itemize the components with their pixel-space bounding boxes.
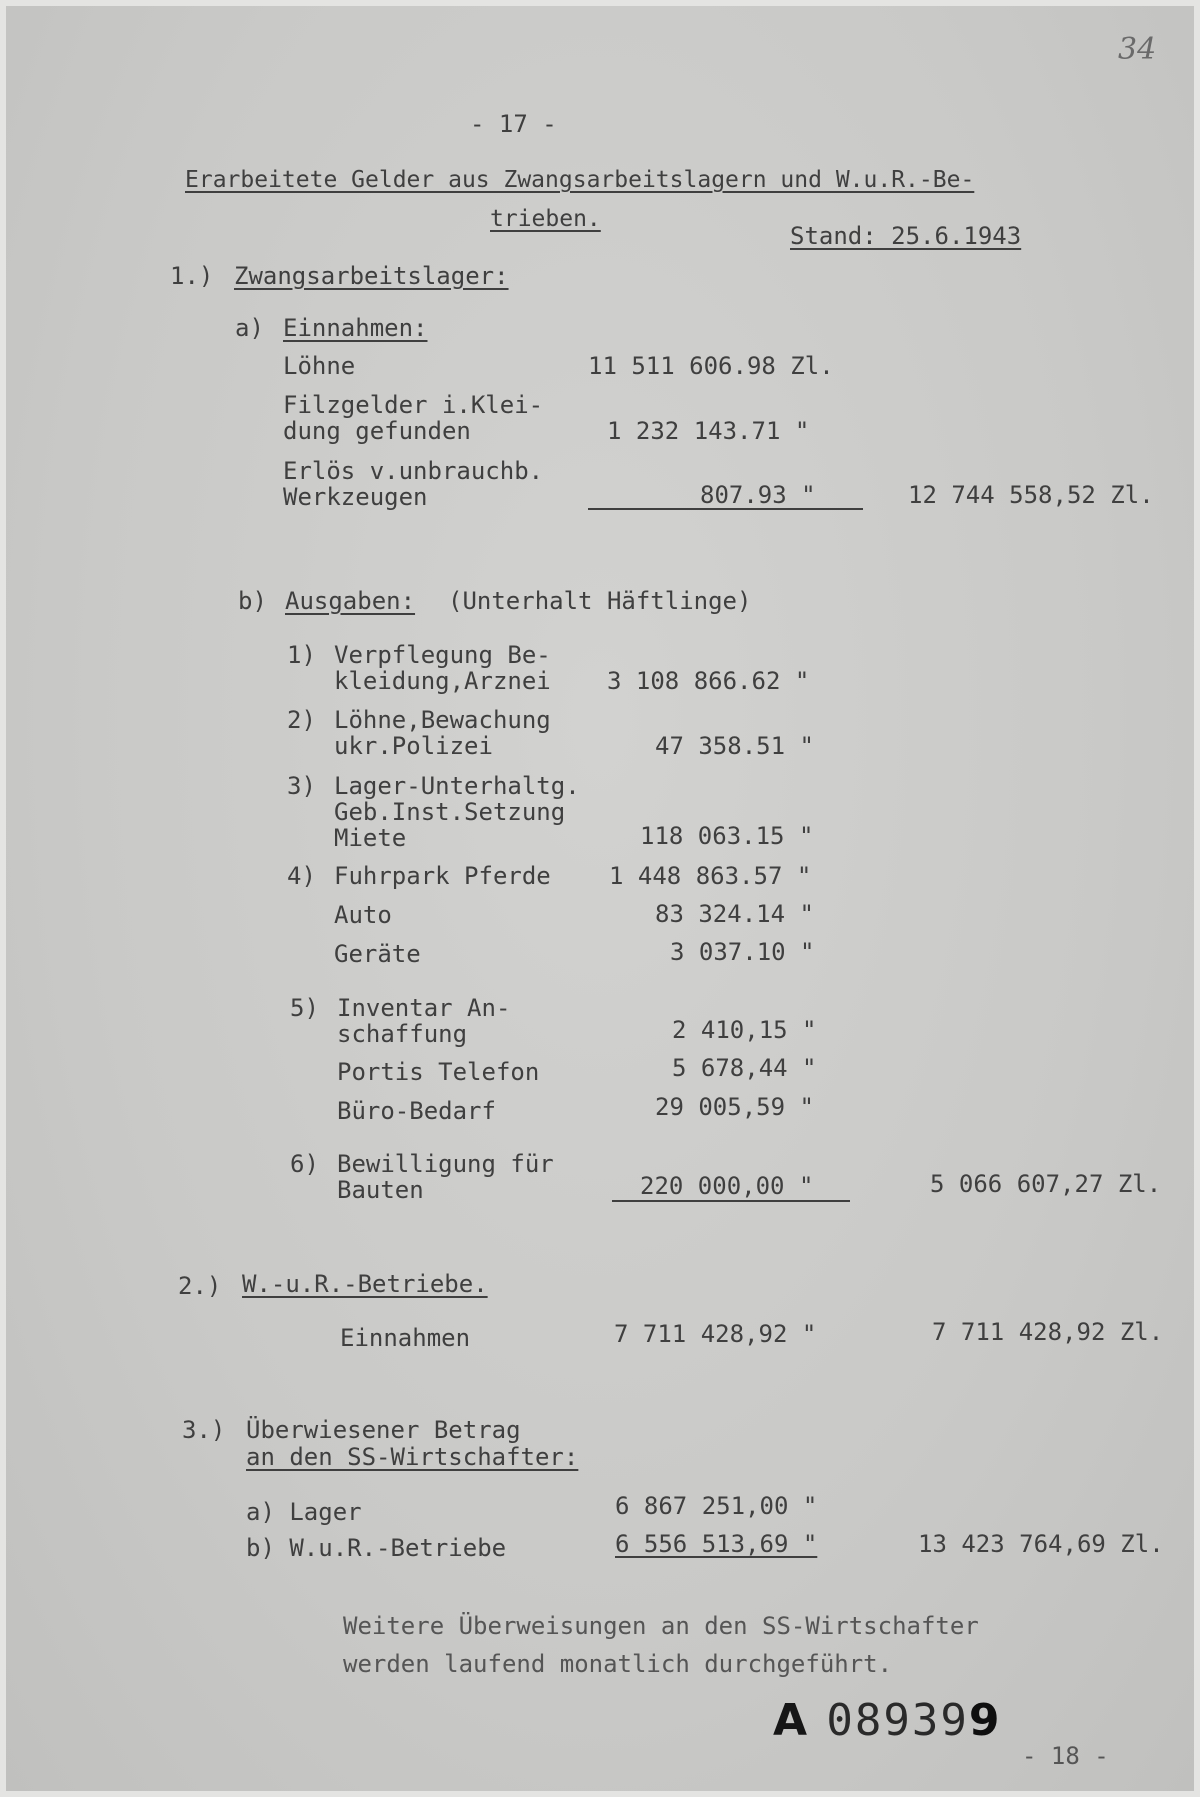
income-row-amount: 1 232 143.71 ": [607, 417, 810, 445]
section1b-note: (Unterhalt Häftlinge): [448, 587, 752, 615]
subtotal-rule: [588, 508, 863, 510]
income-row-amount: 807.93 ": [700, 481, 816, 509]
subtotal-rule: [612, 1200, 850, 1202]
section2-income-label: Einnahmen: [340, 1324, 471, 1352]
section1a-label: a): [235, 314, 264, 342]
section3-heading-cont: an den SS-Wirtschafter:: [246, 1443, 579, 1471]
income-row-amount: 11 511 606.98 Zl.: [588, 352, 834, 380]
section2-number: 2.): [178, 1272, 222, 1300]
section2-total: 7 711 428,92 Zl.: [932, 1318, 1164, 1346]
expense-item-amount: 29 005,59 ": [655, 1093, 814, 1121]
expense-item-number: 5): [290, 994, 319, 1022]
income-row-desc: Filzgelder i.Klei-: [283, 391, 544, 419]
expense-item-desc: Portis Telefon: [337, 1058, 540, 1086]
expense-item-amount: 83 324.14 ": [655, 900, 814, 928]
expense-item-desc-cont: kleidung,Arznei: [334, 667, 551, 695]
income-row-desc: Löhne: [283, 352, 356, 380]
document-title-line1: Erarbeitete Gelder aus Zwangsarbeitslagern und W.u.R.-Be-: [185, 167, 975, 193]
income-total: 12 744 558,52 Zl.: [908, 481, 1154, 509]
transfer-row-amount: 6 556 513,69 ": [615, 1530, 818, 1558]
income-row-desc: Erlös v.unbrauchb.: [283, 457, 544, 485]
footnote-line2: werden laufend monatlich durchgeführt.: [343, 1650, 893, 1678]
transfer-row-label: b) W.u.R.-Betriebe: [246, 1534, 507, 1562]
stamp-digits: 08939: [826, 1695, 969, 1746]
expense-item-number: 3): [287, 772, 316, 800]
expense-item-desc-cont: schaffung: [337, 1020, 468, 1048]
expense-item-number: 1): [287, 641, 316, 669]
expense-item-amount: 1 448 863.57 ": [609, 862, 812, 890]
next-page-marker: - 18 -: [1022, 1742, 1109, 1770]
expense-item-amount: 5 678,44 ": [672, 1054, 817, 1082]
section3-number: 3.): [182, 1416, 226, 1444]
expense-item-number: 6): [290, 1150, 319, 1178]
expense-item-desc: Verpflegung Be-: [334, 641, 551, 669]
expense-item-desc: Löhne,Bewachung: [334, 706, 551, 734]
expense-item-amount: 220 000,00 ": [640, 1172, 814, 1200]
income-row-desc-cont: Werkzeugen: [283, 483, 428, 511]
expense-item-desc-cont: Geb.Inst.Setzung: [334, 798, 566, 826]
expense-item-desc: Bewilligung für: [337, 1150, 554, 1178]
expense-item-desc-cont: ukr.Polizei: [334, 732, 493, 760]
section1b-label: b): [238, 587, 267, 615]
section1-heading: Zwangsarbeitslager:: [234, 262, 509, 290]
expense-item-desc: Fuhrpark Pferde: [334, 862, 551, 890]
expense-item-desc-cont: Miete: [334, 824, 407, 852]
stamp-last-digit: 9: [968, 1695, 1002, 1746]
section2-income-amount: 7 711 428,92 ": [614, 1320, 817, 1348]
section1-number: 1.): [170, 262, 214, 290]
corner-handwritten-note: 34: [1118, 32, 1157, 67]
expense-item-desc: Geräte: [334, 940, 421, 968]
expense-item-desc: Inventar An-: [337, 994, 511, 1022]
section1b-heading: Ausgaben:: [285, 587, 416, 615]
transfer-row-amount: 6 867 251,00 ": [615, 1492, 818, 1520]
income-row-desc-cont: dung gefunden: [283, 417, 471, 445]
archive-stamp: [773, 1695, 1001, 1746]
expense-item-desc: Auto: [334, 901, 392, 929]
section1a-heading: Einnahmen:: [283, 314, 428, 342]
expense-item-amount: 47 358.51 ": [655, 732, 814, 760]
expense-item-amount: 118 063.15 ": [640, 822, 814, 850]
section2-heading: W.-u.R.-Betriebe.: [242, 1270, 488, 1298]
expense-total: 5 066 607,27 Zl.: [930, 1170, 1162, 1198]
expense-item-desc: Büro-Bedarf: [337, 1097, 496, 1125]
document-title-line2: trieben.: [490, 206, 601, 232]
expense-item-desc: Lager-Unterhaltg.: [334, 772, 580, 800]
footnote-line1: Weitere Überweisungen an den SS-Wirtschafter: [343, 1612, 979, 1640]
section3-heading: Überwiesener Betrag: [246, 1416, 521, 1444]
transfer-row-label: a) Lager: [246, 1498, 362, 1526]
expense-item-amount: 3 108 866.62 ": [607, 667, 810, 695]
transfer-total: 13 423 764,69 Zl.: [918, 1530, 1164, 1558]
expense-item-number: 2): [287, 706, 316, 734]
expense-item-number: 4): [287, 862, 316, 890]
page-number: - 17 -: [470, 110, 557, 138]
expense-item-desc-cont: Bauten: [337, 1176, 424, 1204]
expense-item-amount: 3 037.10 ": [670, 938, 815, 966]
stamp-prefix: A: [773, 1695, 810, 1746]
expense-item-amount: 2 410,15 ": [672, 1016, 817, 1044]
stand-date: Stand: 25.6.1943: [790, 222, 1022, 250]
